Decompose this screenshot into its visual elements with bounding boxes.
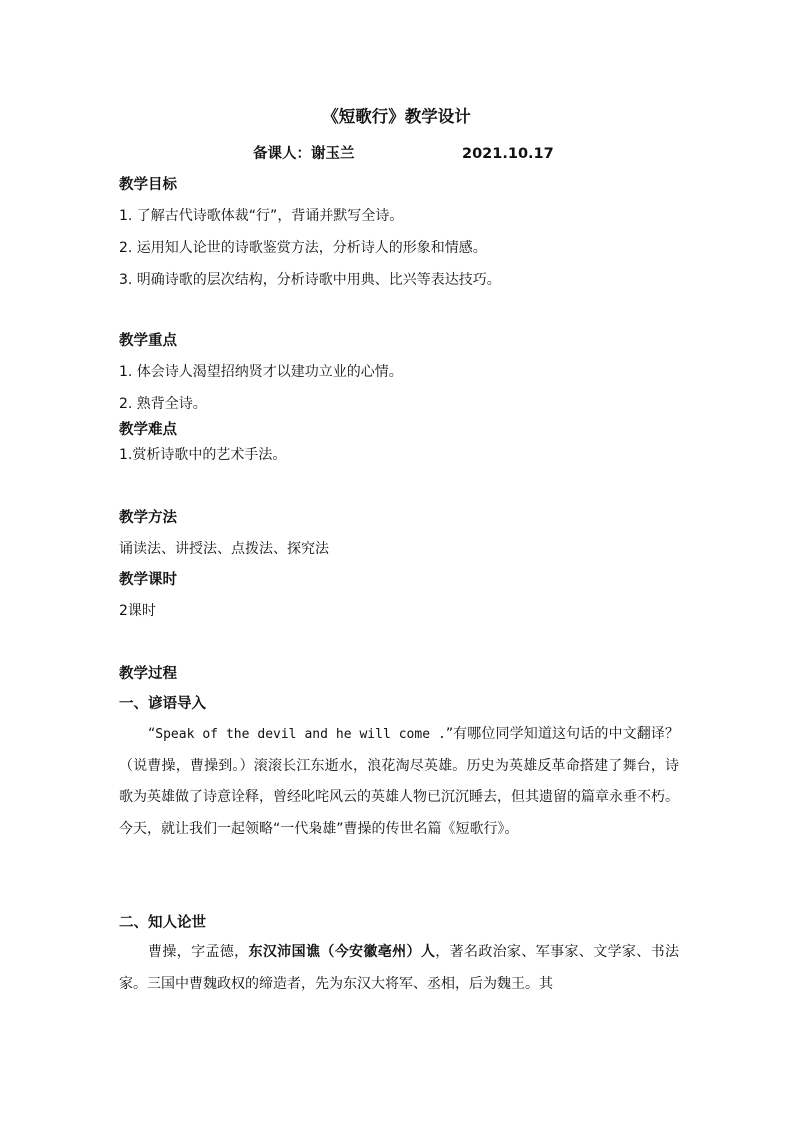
key-point-item: 1. 体会诗人渴望招纳贤才以建功立业的心情。 [119, 364, 403, 380]
difficulty-item: 1.赏析诗歌中的艺术手法。 [119, 447, 287, 463]
english-proverb: Speak of the devil and he will come . [155, 727, 446, 742]
objective-item: 3. 明确诗歌的层次结构，分析诗歌中用典、比兴等表达技巧。 [119, 272, 501, 288]
quote-open: “ [148, 726, 156, 742]
section2-text: ，著名政治家、军事家、文学家、书法家。三国中曹魏政权的缔造者，先为东汉大将军、丞相，后为魏王。其 [119, 944, 680, 992]
document-title: 《短歌行》教学设计 [322, 107, 471, 126]
key-point-item: 2. 熟背全诗。 [119, 396, 207, 412]
hours-text: 2课时 [119, 603, 156, 619]
section-heading: 一、谚语导入 [119, 696, 206, 712]
difficulties-heading: 教学难点 [119, 422, 177, 438]
objective-item: 1. 了解古代诗歌体裁“行”，背诵并默写全诗。 [119, 208, 404, 224]
key-points-heading: 教学重点 [119, 333, 177, 349]
document-date: 2021.10.17 [462, 146, 554, 162]
methods-heading: 教学方法 [119, 510, 177, 526]
section2-bold: 东汉沛国谯（今安徽亳州）人 [248, 944, 436, 960]
section1-text: ”有哪位同学知道这句话的中文翻译？（说曹操，曹操到。）滚滚长江东逝水，浪花淘尽英雄。历史为英雄反革命搭建了舞台，诗歌为英雄做了诗意诠释，曾经叱咤风云的英雄人物已沉沉睡去，但其遗留的篇章永垂不朽。今天，就让我们一起领略“一代枭雄”曹操的传世名篇《短歌行》。 [119, 726, 679, 837]
hours-heading: 教学课时 [119, 572, 177, 588]
section-heading: 二、知人论世 [119, 915, 206, 931]
objective-item: 2. 运用知人论世的诗歌鉴赏方法，分析诗人的形象和情感。 [119, 240, 487, 256]
objectives-heading: 教学目标 [119, 177, 177, 193]
author-line: 备课人：谢玉兰 [253, 146, 355, 162]
process-heading: 教学过程 [119, 666, 177, 682]
section1-paragraph [119, 719, 679, 845]
section2-paragraph [119, 937, 679, 1000]
section2-lead: 曹操，字孟德， [148, 944, 249, 960]
methods-text: 诵读法、讲授法、点拨法、探究法 [119, 541, 329, 557]
